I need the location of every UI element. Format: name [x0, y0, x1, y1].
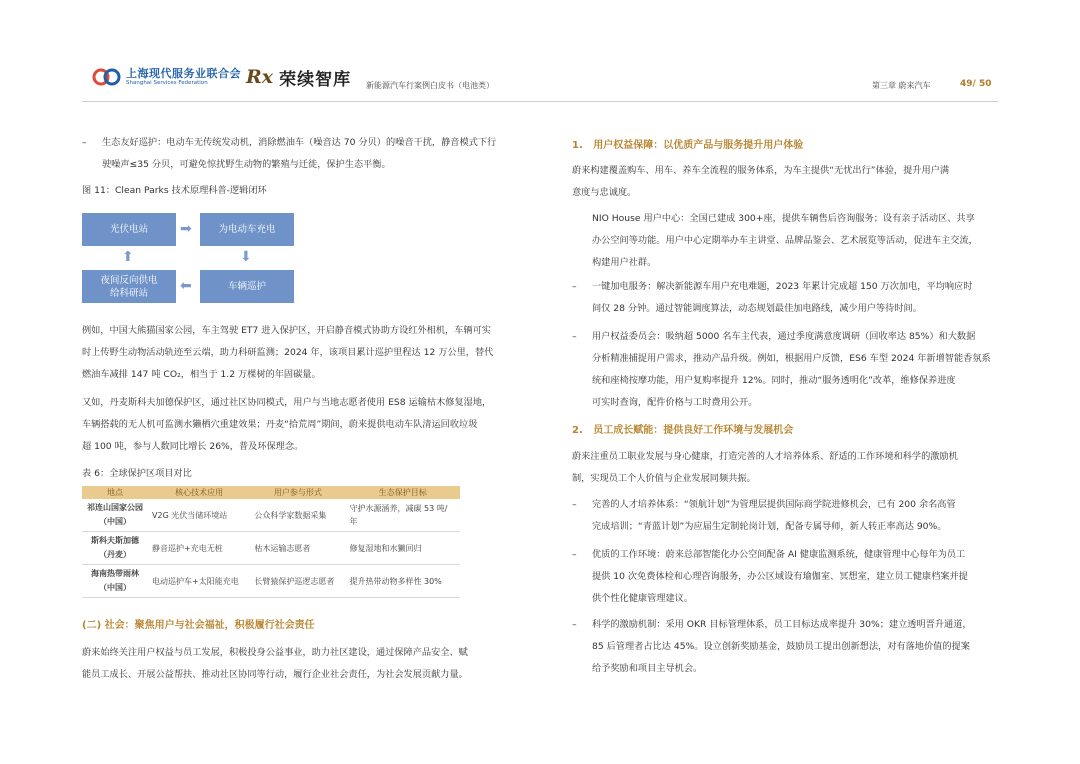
org1-name-cn: 上海现代服务业联合会	[126, 66, 241, 80]
document-title: 新能源汽车行案例白皮书（电池类）	[366, 81, 494, 90]
bullet-dash: –	[82, 137, 87, 148]
item-nio-house	[592, 208, 998, 274]
bullet-line: 用户权益委员会：吸纳超 5000 名车主代表，通过季度满意度调研（回收率达 85%）和大数据	[592, 331, 976, 342]
bullet-line: 生态友好巡护：电动车无传统发动机，消除燃油车（噪音达 70 分贝）的噪音干扰，静音模式下行	[102, 137, 497, 148]
para-line: 蔚来构建覆盖购车、用车、养车全流程的服务体系，为车主提供“无忧出行”体验，提升用户满	[572, 165, 950, 176]
paragraph-panda-park	[82, 320, 494, 386]
org1-name-en: Shanghai Services Federation	[126, 79, 208, 86]
bullet-line: 科学的激励机制：采用 OKR 目标管理体系，员工目标达成率提升 30%；建立透明晋升通道，	[592, 619, 972, 630]
bullet-talent	[572, 494, 998, 538]
paragraph-user-service	[572, 160, 998, 204]
protected-area-table	[82, 486, 460, 598]
bullet-power-service	[572, 276, 998, 320]
table-cell-user: 长臂猿保护巡逻志愿者	[250, 565, 345, 598]
table-cell-goal: 提升热带动物多样性 30%	[345, 565, 460, 598]
table-cell-location	[82, 499, 148, 532]
arrow-up-icon: ⬆	[122, 249, 134, 265]
para-line: 制，实现员工个人价值与企业发展同频共振。	[572, 473, 756, 484]
location-country: （中国）	[99, 517, 131, 526]
table-cell-tech: V2G 光伏当储环境站	[148, 499, 250, 532]
para-line: 车辆搭载的无人机可监测水獭栖穴重建效果；丹麦“拾荒周”期间，蔚来提供电动车队清运回收垃圾	[82, 419, 478, 430]
section-heading-user-rights: 1. 用户权益保障：以优质产品与服务提升用户体验	[572, 140, 804, 151]
page-number: 49/ 50	[960, 79, 992, 89]
para-line: 时上传野生动物活动轨迹至云端，助力科研监测；2024 年，该项目累计巡护里程达 12 万公里，替代	[82, 347, 494, 358]
diagram-box-charge: 为电动车充电	[200, 213, 294, 246]
table-row	[82, 532, 460, 565]
table-cell-goal: 修复湿地和水獭回归	[345, 532, 460, 565]
table-header-cell: 核心技术应用	[148, 486, 250, 499]
para-line: 超 100 吨，参与人数同比增长 26%，普及环保理念。	[82, 441, 304, 452]
para-line: 蔚来始终关注用户权益与员工发展，积极投身公益事业，助力社区建设，通过保障产品安全、赋	[82, 647, 468, 658]
table-header-cell: 生态保护目标	[345, 486, 460, 499]
bullet-dash: –	[572, 499, 577, 510]
para-line: 例如，中国大熊猫国家公园，车主驾驶 ET7 进入保护区，开启静音模式协助方设红外相机，车辆可实	[82, 325, 491, 336]
table-cell-user: 公众科学家数据采集	[250, 499, 345, 532]
para-line: 办公空间等功能。用户中心定期举办车主讲堂、品牌品鉴会、艺术展览等活动，促进车主交流，	[592, 235, 978, 246]
org1-logo	[92, 62, 242, 92]
bullet-user-committee	[572, 326, 998, 414]
bullet-line: 供个性化健康管理建议。	[592, 593, 694, 604]
para-line: 蔚来注重员工职业发展与身心健康，打造完善的人才培养体系、舒适的工作环境和科学的激励机	[572, 451, 958, 462]
table-cell-user: 枯木运输志愿者	[250, 532, 345, 565]
paragraph-denmark	[82, 392, 492, 458]
table-row	[82, 565, 460, 598]
table-header-cell: 地点	[82, 486, 148, 499]
bullet-work-environment	[572, 544, 998, 610]
bullet-line: 可实时查询，配件价格与工时费用公开。	[592, 397, 758, 408]
location-country: （中国）	[99, 583, 131, 592]
table-cell-location	[82, 532, 148, 565]
bullet-line: 给予奖励和项目主导机会。	[592, 663, 703, 674]
para-line: 燃油车减排 147 吨 CO₂，相当于 1.2 万棵树的年固碳量。	[82, 369, 321, 380]
bullet-dash: –	[572, 331, 577, 342]
arrow-down-icon: ⬇	[240, 249, 252, 265]
para-line: 意度与忠诚度。	[572, 187, 637, 198]
goal-line: 守护水源涵养，减碳 53 吨/	[349, 504, 448, 513]
bullet-dash: –	[572, 281, 577, 292]
bullet-line: 统和座椅按摩功能，用户复购率提升 12%。同时，推动“服务透明化”改革，维修保养进度	[592, 375, 956, 386]
diagram-night-line2: 给科研站	[109, 287, 148, 299]
arrow-left-icon: ⬅	[180, 278, 192, 294]
bullet-incentive	[572, 614, 998, 680]
bullet-eco-patrol	[82, 132, 497, 176]
org1-emblem-icon	[92, 66, 122, 88]
bullet-line: 分析精准捕捉用户需求，推动产品升级。例如，根据用户反馈，ES6 车型 2024 年新增智能香氛系	[592, 353, 991, 364]
arrow-right-icon: ➡	[180, 221, 192, 237]
bullet-line: 驶噪声≤35 分贝，可避免惊扰野生动物的繁殖与迁徙，保护生态平衡。	[102, 159, 391, 170]
section-heading-employee: 2. 员工成长赋能：提供良好工作环境与发展机会	[572, 425, 794, 436]
diagram-night-line1: 夜间反向供电	[100, 274, 158, 286]
bullet-line: 一键加电服务：解决新能源车用户充电难题，2023 年累计完成超 150 万次加电，平均响应时	[592, 281, 973, 292]
para-line: 又如，丹麦斯科夫加德保护区，通过社区协同模式，用户与当地志愿者使用 ES8 运输枯木修复湿地，	[82, 397, 492, 408]
table-header-cell: 用户参与形式	[250, 486, 345, 499]
bullet-line: 间仅 28 分钟。通过智能调度算法，动态规划最佳加电路线，减少用户等待时间。	[592, 303, 922, 314]
location-name: 斯科夫斯加德	[91, 536, 139, 545]
table-row	[82, 499, 460, 532]
bullet-line: 提供 10 次免费体检和心理咨询服务，办公区域设有瑜伽室、冥想室，建立员工健康档案并提	[592, 571, 968, 582]
table-cell-tech: 静音巡护+充电无桩	[148, 532, 250, 565]
diagram-box-patrol: 车辆巡护	[200, 270, 294, 303]
table-cell-location	[82, 565, 148, 598]
diagram-box-night	[82, 270, 176, 303]
figure-caption: 图 11：Clean Parks 技术原理科普-逻辑闭环	[82, 185, 267, 196]
goal-line: 年	[349, 517, 358, 526]
bullet-line: 优质的工作环境：蔚来总部智能化办公空间配备 AI 健康监测系统，健康管理中心每年为员工	[592, 549, 966, 560]
location-name: 海南热带雨林	[91, 569, 139, 578]
para-line: 构建用户社群。	[592, 257, 657, 268]
location-name: 祁连山国家公园	[87, 503, 143, 512]
bullet-dash: –	[572, 549, 577, 560]
bullet-line: 完成培训；“青蓝计划”为应届生定制轮岗计划，配备专属导师，新人转正率高达 90%。	[592, 521, 947, 532]
para-line: 能员工成长、开展公益帮扶、推动社区协同等行动，履行企业社会责任，为社会发展贡献力量。	[82, 669, 468, 680]
chapter-title: 第三章 蔚来汽车	[872, 81, 931, 90]
table-cell-tech: 电动巡护车+太阳能充电	[148, 565, 250, 598]
bullet-line: 85 后管理者占比达 45%。设立创新奖励基金，鼓励员工提出创新想法，对有落地价值的提案	[592, 641, 970, 652]
paragraph-society	[82, 642, 482, 686]
bullet-dash: –	[572, 619, 577, 630]
paragraph-employee	[572, 446, 998, 490]
section-heading-society: (二) 社会：聚焦用户与社会福祉，积极履行社会责任	[82, 620, 315, 631]
table-caption: 表 6：全球保护区项目对比	[82, 468, 192, 479]
diagram-box-pv: 光伏电站	[82, 213, 176, 246]
org2-name: 荣续智库	[279, 69, 352, 90]
bullet-line: 完善的人才培养体系：“领航计划”为管理层提供国际商学院进修机会，已有 200 余名高管	[592, 499, 956, 510]
header-divider	[82, 101, 998, 102]
org2-mark: Rx	[246, 66, 274, 88]
table-header-row	[82, 486, 460, 499]
para-line: NIO House 用户中心：全国已建成 300+座，提供车辆售后咨询服务；设有亲子活动区、共享	[592, 213, 975, 224]
location-country: （丹麦）	[99, 550, 131, 559]
org2-logo	[246, 62, 351, 92]
table-cell-goal	[345, 499, 460, 532]
